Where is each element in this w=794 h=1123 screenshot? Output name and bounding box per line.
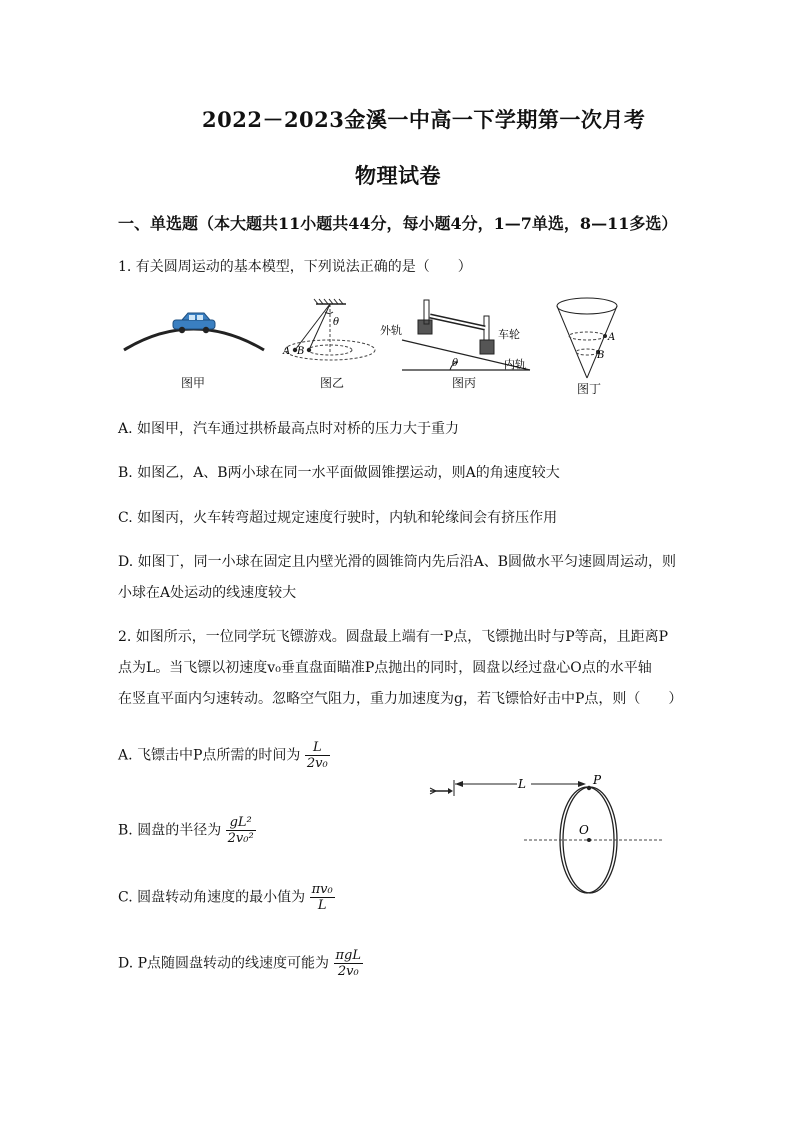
q2-option-d [118, 948, 363, 979]
ding-a-label: A [608, 332, 616, 343]
yi-theta-label: θ [333, 317, 340, 328]
q2-option-a-text: A. 飞镖击中P点所需的时间为 [118, 747, 301, 764]
page-title: 2022－2023金溪一中高一下学期第一次月考 [202, 107, 646, 132]
bing-theta-label: θ [452, 358, 459, 369]
q2-option-c-text: C. 圆盘转动角速度的最小值为 [118, 889, 306, 906]
q2-option-a-fraction [305, 740, 330, 771]
q2-stem-line1: 2. 如图所示，一位同学玩飞镖游戏。圆盘最上端有一P点，飞镖抛出时与P等高，且距离P [118, 629, 669, 645]
figure-o-label: O [579, 823, 589, 837]
q2-option-a-num: L [305, 740, 330, 756]
bing-outer-label: 外轨 [380, 324, 402, 337]
q2-option-c [118, 882, 335, 913]
bing-wheel-label: 车轮 [498, 328, 520, 341]
q2-option-b [118, 815, 256, 846]
q1-option-c: C. 如图丙，火车转弯超过规定速度行驶时，内轨和轮缘间会有挤压作用 [118, 510, 558, 526]
caption-bing: 图丙 [452, 376, 477, 390]
caption-ding: 图丁 [577, 382, 602, 396]
q2-option-b-den: 2v₀² [227, 831, 254, 846]
q2-option-a-den: 2v₀ [306, 756, 328, 771]
q1-option-a: A. 如图甲，汽车通过拱桥最高点时对桥的压力大于重力 [118, 421, 460, 437]
dart-icon [430, 788, 453, 794]
ding-b-label: B [597, 350, 605, 361]
q2-option-b-text: B. 圆盘的半径为 [118, 822, 222, 839]
q1-option-d-line2: 小球在A处运动的线速度较大 [118, 585, 297, 601]
q2-option-c-fraction [310, 882, 335, 913]
q2-option-b-num: gL² [226, 815, 256, 831]
bing-inner-label: 内轨 [504, 358, 526, 371]
caption-yi: 图乙 [320, 376, 345, 390]
figure-p-label: P [593, 773, 602, 787]
q2-option-c-den: L [317, 898, 327, 913]
bridge-arc [124, 329, 264, 350]
section-heading: 一、单选题（本大题共11小题共44分，每小题4分，1—7单选，8—11多选） [118, 214, 678, 233]
caption-jia: 图甲 [181, 376, 206, 390]
page-subtitle: 物理试卷 [355, 163, 441, 188]
q2-option-d-text: D. P点随圆盘转动的线速度可能为 [118, 955, 330, 972]
yi-a-label: A [283, 346, 291, 357]
q2-option-d-num: πgL [335, 948, 361, 963]
q2-option-b-fraction [226, 815, 256, 846]
q2-option-a [118, 740, 330, 771]
yi-b-label: B [297, 346, 305, 357]
q1-option-d-line1: D. 如图丁，同一小球在固定且内壁光滑的圆锥筒内先后沿A、B圆做水平匀速圆周运动，则 [118, 554, 677, 570]
q2-option-c-num: πv₀ [311, 882, 333, 897]
figure-dart-disk [428, 770, 678, 895]
figure-bing [380, 290, 550, 380]
q2-stem-line2: 点为L。当飞镖以初速度v₀垂直盘面瞄准P点抛出的同时，圆盘以经过盘心O点的水平轴 [118, 660, 652, 676]
q2-option-d-den: 2v₀ [337, 964, 359, 979]
figure-l-label: L [518, 777, 526, 791]
figure-ding [547, 296, 627, 386]
q1-stem: 1. 有关圆周运动的基本模型，下列说法正确的是（ ） [118, 259, 472, 275]
q2-stem-line3: 在竖直平面内匀速转动。忽略空气阻力，重力加速度为g，若飞镖恰好击中P点，则（ ） [118, 691, 683, 707]
q1-option-b: B. 如图乙，A、B两小球在同一水平面做圆锥摆运动，则A的角速度较大 [118, 465, 560, 481]
q2-option-d-fraction [334, 948, 364, 979]
